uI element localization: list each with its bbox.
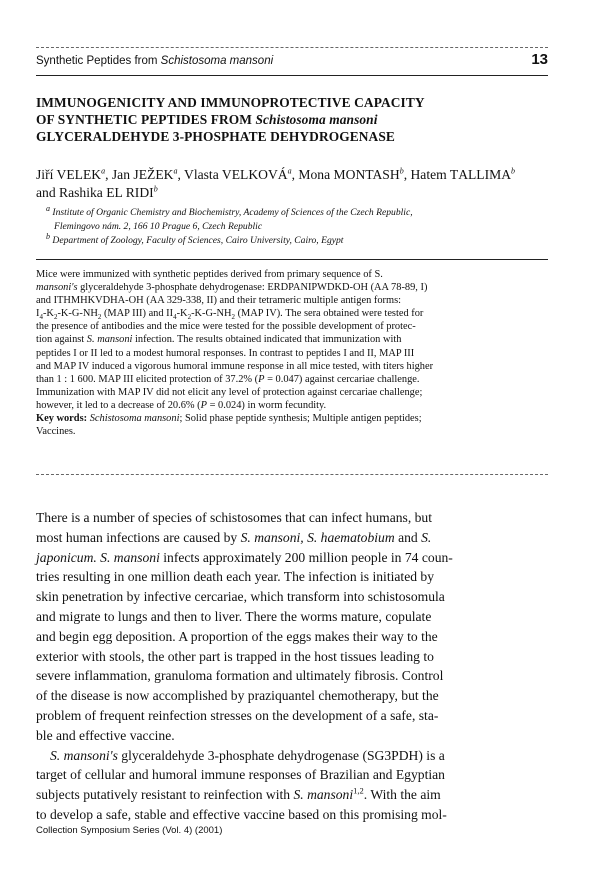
author: Mona MONTASH$^b$ <box>298 166 404 182</box>
body-text: There is a number of species of schistosomes that can infect humans, but most human infections are caused by S. mansoni, S. haematobium and S. japonicum. S. mansoni infects approximately 200 million people in 74 coun- tries resulting in one million death each year. The infection is initiated by skin penetration by infective cercariae, which transform into schistosomula and migrate to lungs and then to liver. There the worms mature, copulate and begin egg deposition. A proportion of the eggs makes their way to the exterior with stools, the other part is trapped in the host tissues leading to severe inflammation, granuloma formation and ultimately fibrosis. Control of the disease is now accomplished by praziquantel chemotherapy, but the problem of frequent reinfection stresses on the development of a safe, sta- ble and effective vaccine. S. mansoni's glyceraldehyde 3-phosphate dehydrogenase (SG3PDH) is a target of cellular and humoral immune responses of Brazilian and Egyptian subjects putatively resistant to reinfection with S. mansoni$^{1,2}$. With the aim to develop a safe, stable and effective vaccine based on this promising mol- <box>36 510 453 822</box>
title-line-3: GLYCERALDEHYDE 3-PHOSPHATE DEHYDROGENASE <box>36 129 395 144</box>
footer-citation: Collection Symposium Series (Vol. 4) (2001) <box>36 825 223 836</box>
page-number: 13 <box>531 51 548 68</box>
keywords: Key words: Schistosoma mansoni; Solid phase peptide synthesis; Multiple antigen peptides; <box>36 413 422 425</box>
abstract-top-rule <box>36 259 548 260</box>
affiliations <box>46 203 556 248</box>
running-header <box>36 51 548 72</box>
author: Vlasta VELKOVÁ$^a$ <box>184 166 292 182</box>
affiliation-b: $^b$ Department of Zoology, Faculty of Sciences, Cairo University, Cairo, Egypt <box>46 231 344 246</box>
abstract-bottom-rule <box>36 474 548 475</box>
author-list <box>36 166 556 202</box>
header-top-rule <box>36 47 548 48</box>
abstract: Mice were immunized with synthetic peptides derived from primary sequence of S. mansoni's glyceraldehyde 3-phosphate dehydrogenase: ERDPANIPWDKD-OH (AA 78-89, I) and ITHMHKVDHA-OH (AA 329-338, II) and their tetrameric multiple antigen forms: $I_4-K_2-K-G-NH_2$ (MAP III) and $II_4-K_2-K-G-NH_2$ (MAP IV). The sera obtained were tested for the presence of antibodies and the mice were tested for the possible development of protec- tion against S. mansoni infection. The results obtained indicated that immunization with peptides I or II led to a modest humoral responses. In contrast to peptides I and II, MAP III and MAP IV induced a vigorous humoral immune response in all mice tested, with titers higher than 1 : 1 600. MAP III elicited protection of 37.2% (P = 0.047) against cercariae challenge. Immunization with MAP IV did not elicit any level of protection against cercariae challenge; however, it led to a decrease of 20.6% (P = 0.024) in worm fecundity. Key words: Schistosoma mansoni; Solid phase peptide synthesis; Multiple antigen peptides; Vaccines. <box>36 268 548 438</box>
author: Rashika EL RIDI$^b$ <box>59 184 158 200</box>
title-line-2: OF SYNTHETIC PEPTIDES FROM Schistosoma mansoni <box>36 112 378 127</box>
running-title: Synthetic Peptides from Schistosoma mansoni <box>36 55 274 67</box>
author: Hatem TALLIMA$^b$ <box>410 166 516 182</box>
header-bottom-rule <box>36 75 548 76</box>
affiliation-a-cont: Flemingovo nám. 2, 166 10 Prague 6, Czech Republic <box>54 221 263 232</box>
affiliation-a: $^a$ Institute of Organic Chemistry and Biochemistry, Academy of Sciences of the Czech Republic, <box>46 203 413 218</box>
author: Jiří VELEK$^a$ <box>36 166 106 182</box>
author-line-1: Jiří VELEK$^a$, Jan JEŽEK$^a$, Vlasta VELKOVÁ$^a$, Mona MONTASH$^b$, Hatem TALLIMA$^b$ <box>36 166 516 182</box>
title-line-1: IMMUNOGENICITY AND IMMUNOPROTECTIVE CAPACITY <box>36 95 425 110</box>
author-line-2: and Rashika EL RIDI$^b$ <box>36 184 158 200</box>
author: Jan JEŽEK$^a$ <box>111 166 178 182</box>
article-title <box>36 94 548 145</box>
